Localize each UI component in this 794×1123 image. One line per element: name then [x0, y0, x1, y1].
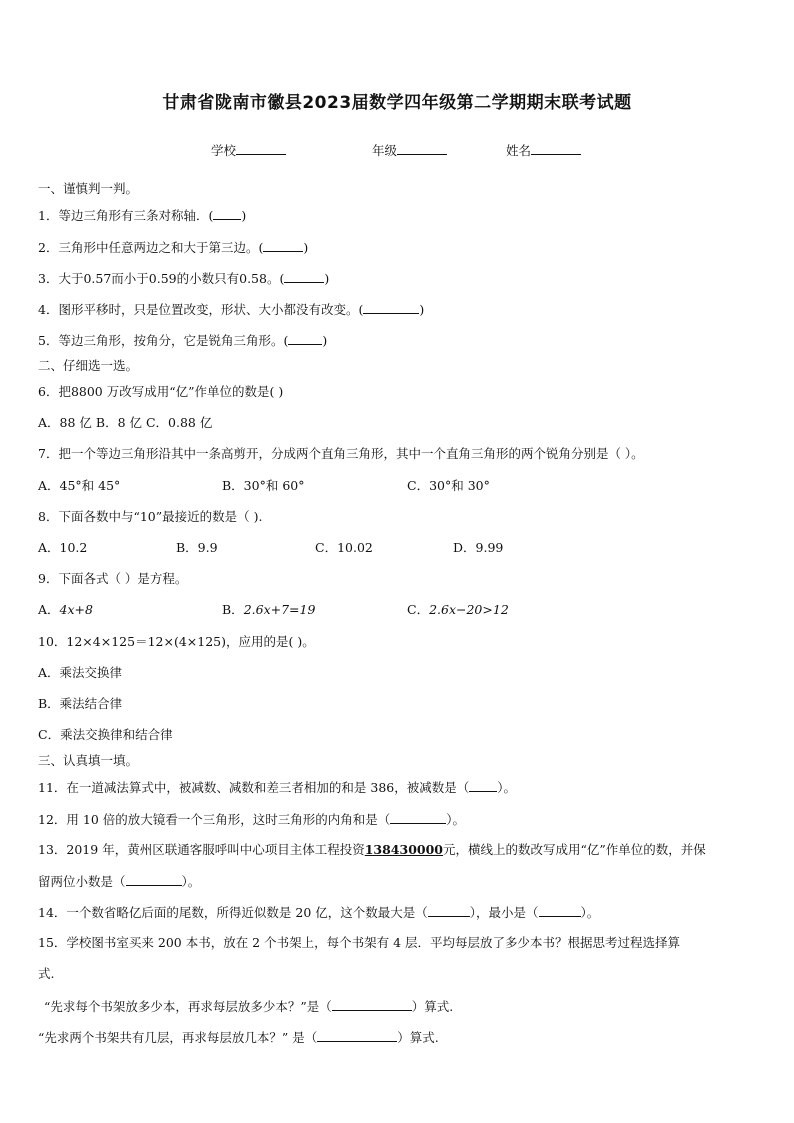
question-5: 5．等边三角形，按角分，它是锐角三角形。( ): [38, 333, 328, 348]
question-15-part-a: “先求每个书架放多少本，再求每层放多少本？”是（ ）算式.: [44, 999, 454, 1014]
question-1: 1．等边三角形有三条对称轴．( ): [38, 208, 247, 223]
answer-blank[interactable]: [317, 1029, 397, 1042]
question-8: 8．下面各数中与“10”最接近的数是（ ).: [38, 509, 263, 524]
question-9: 9．下面各式（ ）是方程。: [38, 571, 188, 586]
option-8c[interactable]: C．10.02: [315, 540, 373, 555]
answer-blank[interactable]: [469, 779, 497, 792]
option-8d[interactable]: D．9.99: [453, 540, 504, 555]
grade-field[interactable]: [372, 141, 447, 159]
question-7: 7．把一个等边三角形沿其中一条高剪开，分成两个直角三角形，其中一个直角三角形的两个锐角分别是（ ）。: [38, 446, 644, 461]
answer-blank[interactable]: [363, 301, 419, 314]
name-label: 姓名: [506, 143, 532, 158]
name-field[interactable]: [506, 141, 581, 159]
question-10: 10．12×4×125＝12×(4×125)，应用的是( )。: [38, 634, 315, 649]
page-title: 甘肃省陇南市徽县2023届数学四年级第二学期期末联考试题: [162, 93, 632, 113]
section-2-heading: 二、仔细选一选。: [38, 358, 139, 373]
question-3: 3．大于0.57而小于0.59的小数只有0.58。( ): [38, 271, 330, 286]
question-6-options[interactable]: A．88 亿 B．8 亿 C．0.88 亿: [38, 415, 213, 430]
school-blank[interactable]: [236, 142, 286, 155]
option-9b[interactable]: B．2.6x+7=19: [222, 602, 316, 617]
school-field[interactable]: [211, 141, 286, 159]
option-9c[interactable]: C．2.6x−20>12: [407, 602, 509, 617]
question-15-line2: 式.: [38, 966, 55, 981]
school-label: 学校: [211, 143, 237, 158]
option-10b[interactable]: B．乘法结合律: [38, 696, 123, 711]
answer-blank[interactable]: [288, 332, 322, 345]
option-7b[interactable]: B．30°和 60°: [222, 478, 305, 493]
underlined-number: 138430000: [364, 842, 443, 857]
name-blank[interactable]: [531, 142, 581, 155]
question-15-part-b: “先求两个书架共有几层，再求每层放几本？” 是（ ）算式.: [38, 1030, 439, 1045]
option-8a[interactable]: A．10.2: [38, 540, 88, 555]
question-11: 11．在一道减法算式中，被减数、减数和差三者相加的和是 386，被减数是（ ）。: [38, 780, 517, 795]
question-13: 13．2019 年，黄州区联通客服呼叫中心项目主体工程投资138430000元，横线上的数改写成用“亿”作单位的数，并保: [38, 842, 706, 857]
answer-blank[interactable]: [284, 270, 324, 283]
question-6: 6．把8800 万改写成用“亿”作单位的数是( ): [38, 384, 284, 399]
option-10c[interactable]: C．乘法交换律和结合律: [38, 727, 173, 742]
question-2: 2．三角形中任意两边之和大于第三边。( ): [38, 240, 309, 255]
grade-label: 年级: [372, 143, 398, 158]
option-8b[interactable]: B．9.9: [176, 540, 218, 555]
question-14: 14．一个数省略亿后面的尾数，所得近似数是 20 亿，这个数最大是（ ），最小是（ ）。: [38, 905, 600, 920]
answer-blank[interactable]: [126, 873, 182, 886]
option-9a[interactable]: A．4x+8: [38, 602, 93, 617]
answer-blank[interactable]: [263, 239, 303, 252]
option-7c[interactable]: C．30°和 30°: [407, 478, 490, 493]
question-4: 4．图形平移时，只是位置改变，形状、大小都没有改变。( ): [38, 302, 425, 317]
question-13-line2: 留两位小数是（ ）。: [38, 874, 201, 889]
option-10a[interactable]: A．乘法交换律: [38, 665, 123, 680]
answer-blank[interactable]: [390, 811, 446, 824]
question-12: 12．用 10 倍的放大镜看一个三角形，这时三角形的内角和是（ ）。: [38, 812, 466, 827]
option-7a[interactable]: A．45°和 45°: [38, 478, 121, 493]
formula: 4x+8: [59, 602, 93, 617]
answer-blank[interactable]: [332, 998, 412, 1011]
formula: 2.6x+7=19: [243, 602, 316, 617]
grade-blank[interactable]: [397, 142, 447, 155]
section-3-heading: 三、认真填一填。: [38, 753, 139, 768]
section-1-heading: 一、谨慎判一判。: [38, 181, 139, 196]
answer-blank[interactable]: [213, 207, 241, 220]
question-15: 15．学校图书室买来 200 本书，放在 2 个书架上，每个书架有 4 层．平均每层放了多少本书？根据思考过程选择算: [38, 935, 681, 950]
answer-blank-max[interactable]: [428, 904, 470, 917]
answer-blank-min[interactable]: [539, 904, 581, 917]
formula: 2.6x−20>12: [429, 602, 509, 617]
